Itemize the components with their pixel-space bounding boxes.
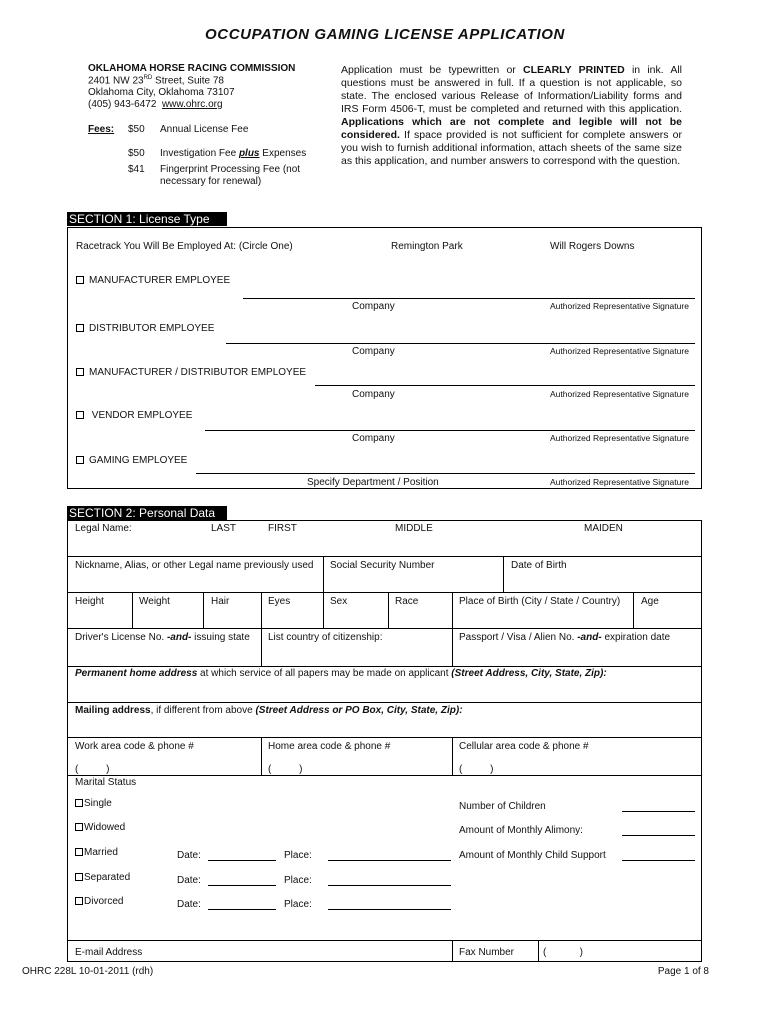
company-label: Company: [352, 389, 395, 400]
position-label: Specify Department / Position: [307, 477, 439, 488]
drivers-license-label[interactable]: Driver's License No. -and- issuing state: [75, 632, 250, 643]
racetrack-option-remington[interactable]: Remington Park: [391, 241, 463, 252]
row-divider: [67, 556, 702, 557]
checkbox-icon[interactable]: [75, 873, 83, 881]
mailing-address-label[interactable]: Mailing address, if different from above (Street Address or PO Box, City, State, Zip):: [75, 705, 463, 716]
checkbox-icon[interactable]: [76, 411, 84, 419]
work-phone-label[interactable]: Work area code & phone #: [75, 741, 194, 752]
race-label[interactable]: Race: [395, 596, 419, 607]
checkbox-icon[interactable]: [76, 324, 84, 332]
agency-phone-line: (405) 943-6472 www.ohrc.org: [88, 99, 223, 110]
sex-label[interactable]: Sex: [330, 596, 348, 607]
age-label[interactable]: Age: [641, 596, 659, 607]
ssn-label[interactable]: Social Security Number: [330, 560, 435, 571]
place-of-birth-label[interactable]: Place of Birth (City / State / Country): [459, 596, 621, 607]
fee-description: Investigation Fee plus Expenses: [160, 148, 307, 159]
fee-description: Fingerprint Processing Fee (not: [160, 164, 301, 175]
marital-widowed[interactable]: Widowed: [75, 822, 125, 833]
license-type-manufacturer[interactable]: MANUFACTURER EMPLOYEE: [76, 275, 230, 286]
agency-website-link[interactable]: www.ohrc.org: [161, 99, 223, 110]
checkbox-icon[interactable]: [76, 276, 84, 284]
company-line[interactable]: [226, 343, 695, 344]
children-label: Number of Children: [459, 801, 546, 812]
company-line[interactable]: [205, 430, 695, 431]
position-line[interactable]: [196, 473, 695, 474]
first-name-label: FIRST: [268, 523, 297, 534]
divorced-date-label: Date:: [177, 899, 201, 910]
row-divider: [67, 940, 702, 941]
signature-label: Authorized Representative Signature: [550, 477, 689, 487]
divorced-place-line[interactable]: [328, 909, 451, 910]
eyes-label[interactable]: Eyes: [268, 596, 291, 607]
cell-area-code[interactable]: ( ): [459, 764, 494, 775]
license-type-distributor[interactable]: DISTRIBUTOR EMPLOYEE: [76, 323, 214, 334]
checkbox-icon[interactable]: [75, 848, 83, 856]
signature-label: Authorized Representative Signature: [550, 389, 689, 399]
cell-phone-label[interactable]: Cellular area code & phone #: [459, 741, 589, 752]
married-place-label: Place:: [284, 850, 312, 861]
page-number: Page 1 of 8: [657, 966, 709, 977]
home-area-code[interactable]: ( ): [268, 764, 303, 775]
weight-label[interactable]: Weight: [139, 596, 170, 607]
married-date-line[interactable]: [208, 860, 276, 861]
checkbox-icon[interactable]: [75, 823, 83, 831]
row-divider: [67, 666, 702, 667]
license-type-vendor[interactable]: VENDOR EMPLOYEE: [76, 410, 192, 421]
signature-label: Authorized Representative Signature: [550, 433, 689, 443]
marital-divorced[interactable]: Divorced: [75, 896, 123, 907]
checkbox-icon[interactable]: [75, 799, 83, 807]
instructions-paragraph: Application must be typewritten or CLEARLY PRINTED in ink. All questions must be answered in full. If a question is not applicable, so state. The enclosed various Release of Information/Liability forms and IRS Form 4506-T, must be completed and returned with this application. Applications which are not complete and legible will not be considered. If space provided is not sufficient for complete answers or you wish to furnish additional information, attach sheets of the same size as this application, and number answers to correspond with the question.: [341, 64, 682, 167]
fee-description: Annual License Fee: [160, 124, 249, 135]
last-name-label: LAST: [211, 523, 237, 534]
fee-amount: $50: [128, 148, 145, 159]
section1-header: SECTION 1: License Type: [67, 212, 227, 226]
divorced-date-line[interactable]: [208, 909, 276, 910]
section2-header: SECTION 2: Personal Data: [67, 506, 227, 520]
permanent-address-label[interactable]: Permanent home address at which service of all papers may be made on applicant (Street Address, City, State, Zip):: [75, 668, 607, 679]
fax-area-code[interactable]: ( ): [543, 947, 583, 958]
child-support-line[interactable]: [622, 860, 695, 861]
fee-amount: $50: [128, 124, 145, 135]
separated-date-label: Date:: [177, 875, 201, 886]
divorced-place-label: Place:: [284, 899, 312, 910]
agency-address-line1: 2401 NW 23RD Street, Suite 78: [88, 75, 224, 87]
row-divider: [67, 702, 702, 703]
dob-label[interactable]: Date of Birth: [511, 560, 567, 571]
racetrack-label: Racetrack You Will Be Employed At: (Circle One): [76, 241, 293, 252]
middle-name-label: MIDDLE: [395, 523, 433, 534]
checkbox-icon[interactable]: [76, 456, 84, 464]
company-label: Company: [352, 301, 395, 312]
company-line[interactable]: [315, 385, 695, 386]
signature-label: Authorized Representative Signature: [550, 301, 689, 311]
hair-label[interactable]: Hair: [211, 596, 230, 607]
separated-date-line[interactable]: [208, 885, 276, 886]
email-label[interactable]: E-mail Address: [75, 947, 143, 958]
form-id: OHRC 228L 10-01-2011 (rdh): [22, 966, 154, 977]
nickname-label[interactable]: Nickname, Alias, or other Legal name previously used: [75, 560, 314, 571]
fax-label[interactable]: Fax Number: [459, 947, 515, 958]
home-phone-label[interactable]: Home area code & phone #: [268, 741, 391, 752]
alimony-line[interactable]: [622, 835, 695, 836]
checkbox-icon[interactable]: [75, 897, 83, 905]
row-divider: [67, 628, 702, 629]
section1-box: [67, 227, 702, 489]
marital-separated[interactable]: Separated: [75, 872, 130, 883]
fee-description-continued: necessary for renewal): [160, 176, 262, 187]
child-support-label: Amount of Monthly Child Support: [459, 850, 606, 861]
agency-name: OKLAHOMA HORSE RACING COMMISSION: [88, 63, 296, 74]
alimony-label: Amount of Monthly Alimony:: [459, 825, 583, 836]
row-divider: [67, 775, 702, 776]
legal-name-label: Legal Name:: [75, 523, 132, 534]
citizenship-label[interactable]: List country of citizenship:: [268, 632, 383, 643]
checkbox-icon[interactable]: [76, 368, 84, 376]
signature-label: Authorized Representative Signature: [550, 346, 689, 356]
separated-place-label: Place:: [284, 875, 312, 886]
license-type-gaming[interactable]: GAMING EMPLOYEE: [76, 455, 187, 466]
marital-status-label: Marital Status: [75, 777, 137, 788]
company-label: Company: [352, 433, 395, 444]
marital-single[interactable]: Single: [75, 798, 112, 809]
marital-married[interactable]: Married: [75, 847, 118, 858]
company-line[interactable]: [243, 298, 695, 299]
married-place-line[interactable]: [328, 860, 451, 861]
fee-amount: $41: [128, 164, 145, 175]
row-divider: [67, 737, 702, 738]
page-title: OCCUPATION GAMING LICENSE APPLICATION: [205, 26, 565, 43]
company-label: Company: [352, 346, 395, 357]
fees-label: Fees:: [88, 124, 115, 135]
height-label[interactable]: Height: [75, 596, 104, 607]
maiden-name-label: MAIDEN: [584, 523, 623, 534]
license-type-manufacturer-distributor[interactable]: MANUFACTURER / DISTRIBUTOR EMPLOYEE: [76, 367, 306, 378]
children-line[interactable]: [622, 811, 695, 812]
racetrack-option-will-rogers[interactable]: Will Rogers Downs: [550, 241, 635, 252]
passport-label[interactable]: Passport / Visa / Alien No. -and- expiration date: [459, 632, 671, 643]
separated-place-line[interactable]: [328, 885, 451, 886]
work-area-code[interactable]: ( ): [75, 764, 110, 775]
row-divider: [67, 592, 702, 593]
agency-address-line2: Oklahoma City, Oklahoma 73107: [88, 87, 235, 98]
married-date-label: Date:: [177, 850, 201, 861]
